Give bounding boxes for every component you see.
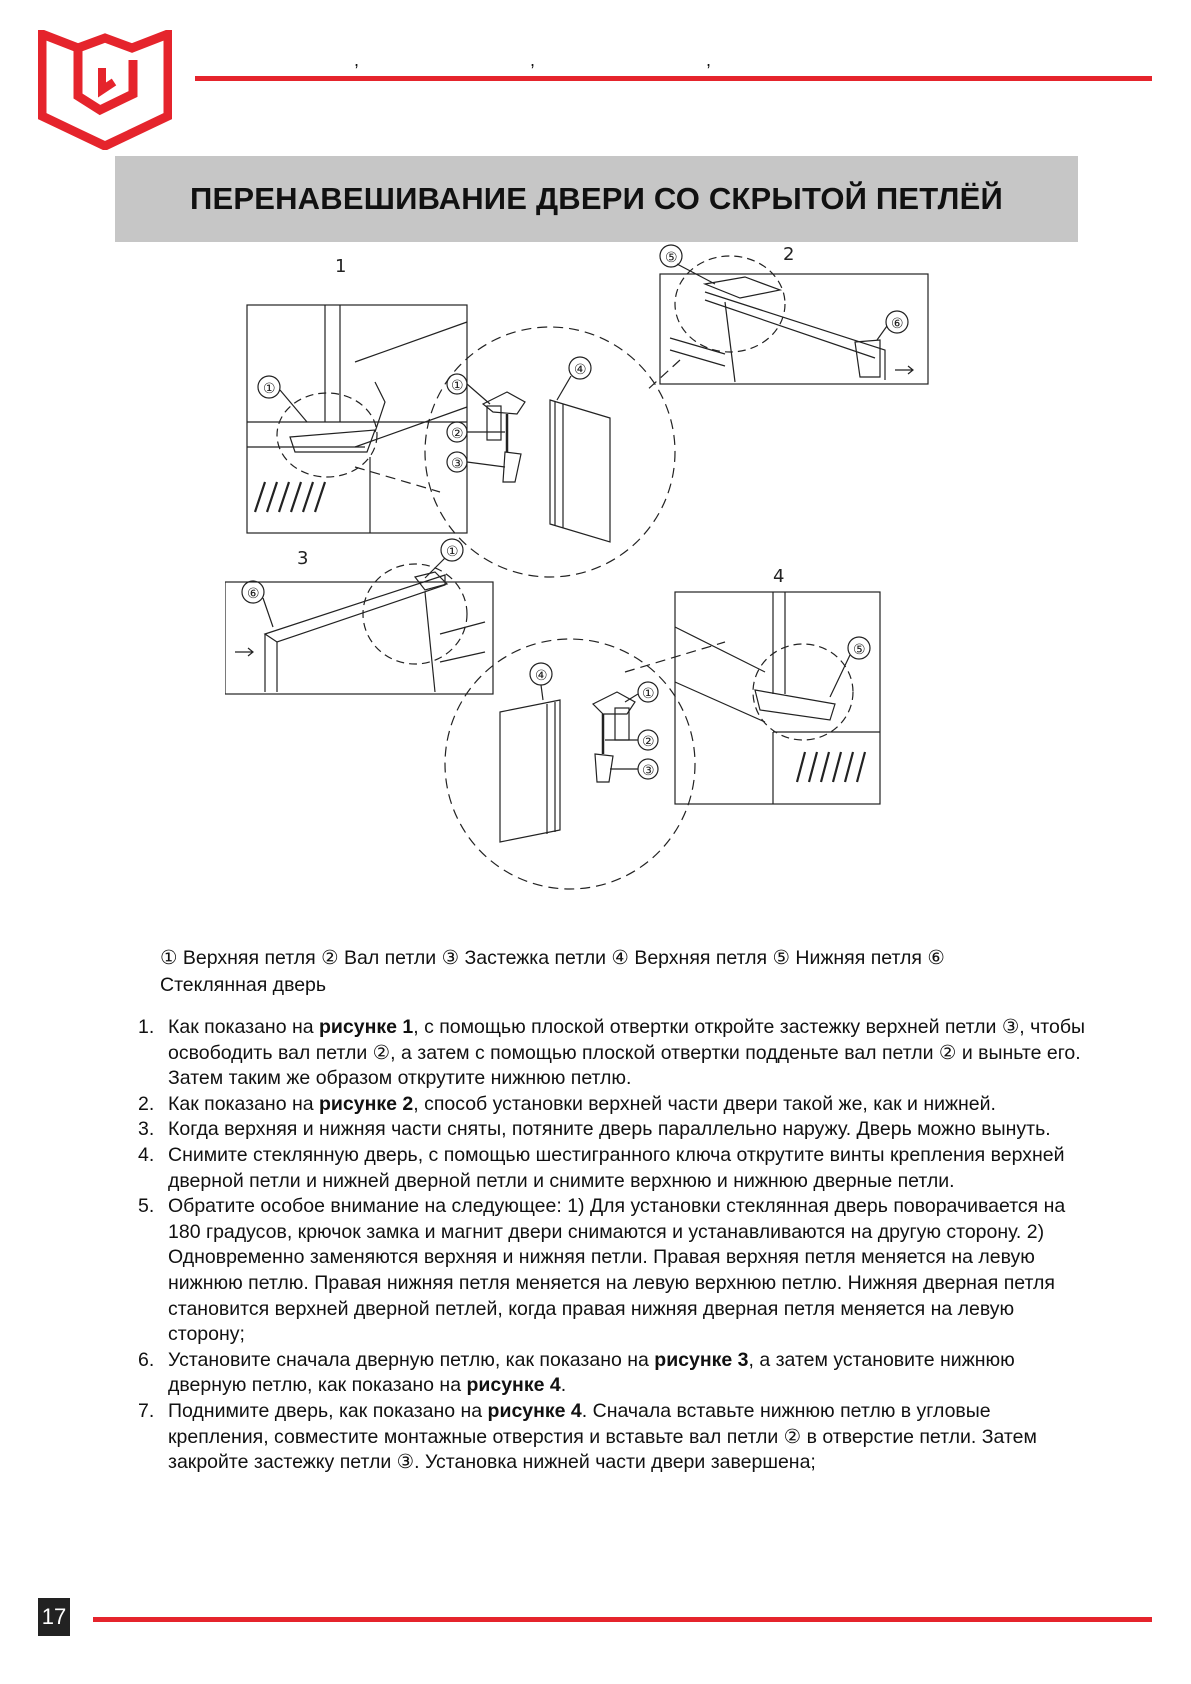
header-rule xyxy=(195,76,1152,81)
figure-label-4: 4 xyxy=(773,566,785,587)
callout-3: ③ xyxy=(451,456,464,472)
callout-2: ② xyxy=(642,734,655,750)
step-item: 3. Когда верхняя и нижняя части сняты, потяните дверь параллельно наружу. Дверь можно вынуть. xyxy=(138,1118,1051,1141)
callout-5: ⑤ xyxy=(665,250,678,266)
callout-1: ① xyxy=(451,378,464,394)
legend-item: ② Вал петли xyxy=(321,947,437,969)
callout-6: ⑥ xyxy=(891,316,904,332)
callout-6: ⑥ xyxy=(247,586,260,602)
step-item: 5. Обратите особое внимание на следующее: 1) Для установки стеклянная дверь поворачивается на 180 градусов, крючок замка и магнит двери снимаются и устанавливаются на другую сторону. 2) Одновременно заменяются верхняя и нижняя петли. Правая верхняя петля меняется на левую нижнюю петлю. Правая нижняя петля меняется на левую верхнюю петлю. Нижняя дверная петля становится верхней дверной петлей, когда правая нижняя дверная петля меняется на левую сторону; xyxy=(138,1195,1066,1346)
callout-5: ⑤ xyxy=(853,642,866,658)
figure-1 xyxy=(247,256,467,533)
parts-legend xyxy=(160,945,1000,999)
callout-1: ① xyxy=(642,686,655,702)
step-item: 6. Установите сначала дверную петлю, как показано на рисунке 3, а затем установите нижнюю дверную петлю, как показано на рисунке 4. xyxy=(138,1348,1015,1397)
page-number: 17 xyxy=(38,1598,70,1636)
legend-item: ④ Верхняя петля xyxy=(611,947,768,969)
callout-3: ③ xyxy=(642,763,655,779)
step-item: 4. Снимите стеклянную дверь, с помощью шестигранного ключа открутите винты крепления верхней дверной петли и нижней дверной петли и снимите верхнюю и нижнюю дверные петли. xyxy=(138,1143,1065,1192)
figure-4 xyxy=(675,566,880,804)
detail-circle-top xyxy=(425,327,675,577)
callout-4: ④ xyxy=(535,668,548,684)
step-item: 7. Поднимите дверь, как показано на рисунке 4. Сначала вставьте нижнюю петлю в угловые крепления, совместите монтажные отверстия и вставьте вал петли ② в отверстие петли. Затем закройте застежку петли ③. Установка нижней части двери завершена; xyxy=(138,1399,1037,1474)
page-title: ПЕРЕНАВЕШИВАНИЕ ДВЕРИ СО СКРЫТОЙ ПЕТЛЁЙ xyxy=(189,181,1004,216)
header-comma: , xyxy=(354,50,360,70)
legend-item: ⑥ Стеклянная дверь xyxy=(160,947,945,996)
callout-1: ① xyxy=(446,544,459,560)
footer-rule xyxy=(93,1617,1152,1622)
figure-3 xyxy=(225,539,493,694)
header-comma: , xyxy=(706,50,712,70)
detail-circle-bottom xyxy=(445,639,725,889)
instruction-steps xyxy=(138,1015,1088,1476)
legend-item: ⑤ Нижняя петля xyxy=(772,947,922,969)
figure-label-2: 2 xyxy=(783,244,795,265)
figure-2 xyxy=(645,244,928,392)
callout-1: ① xyxy=(263,381,276,397)
title-banner xyxy=(115,156,1078,242)
figure-label-3: 3 xyxy=(297,548,309,569)
door-rehanging-diagram xyxy=(225,242,965,922)
callout-2: ② xyxy=(451,426,464,442)
brand-logo xyxy=(38,30,172,150)
figure-label-1: 1 xyxy=(335,256,347,277)
legend-item: ③ Застежка петли xyxy=(441,947,606,969)
legend-item: ① Верхняя петля xyxy=(160,947,316,969)
step-item: 1. Как показано на рисунке 1, с помощью плоской отвертки откройте застежку верхней петли ③, чтобы освободить вал петли ②, а затем с помощью плоской отвертки подденьте вал петли ② и выньте его. Затем таким же образом открутите нижнюю петлю. xyxy=(138,1016,1086,1090)
callout-4: ④ xyxy=(574,362,587,378)
header-comma: , xyxy=(530,50,536,70)
step-item: 2. Как показано на рисунке 2, способ установки верхней части двери такой же, как и нижней. xyxy=(138,1092,996,1115)
